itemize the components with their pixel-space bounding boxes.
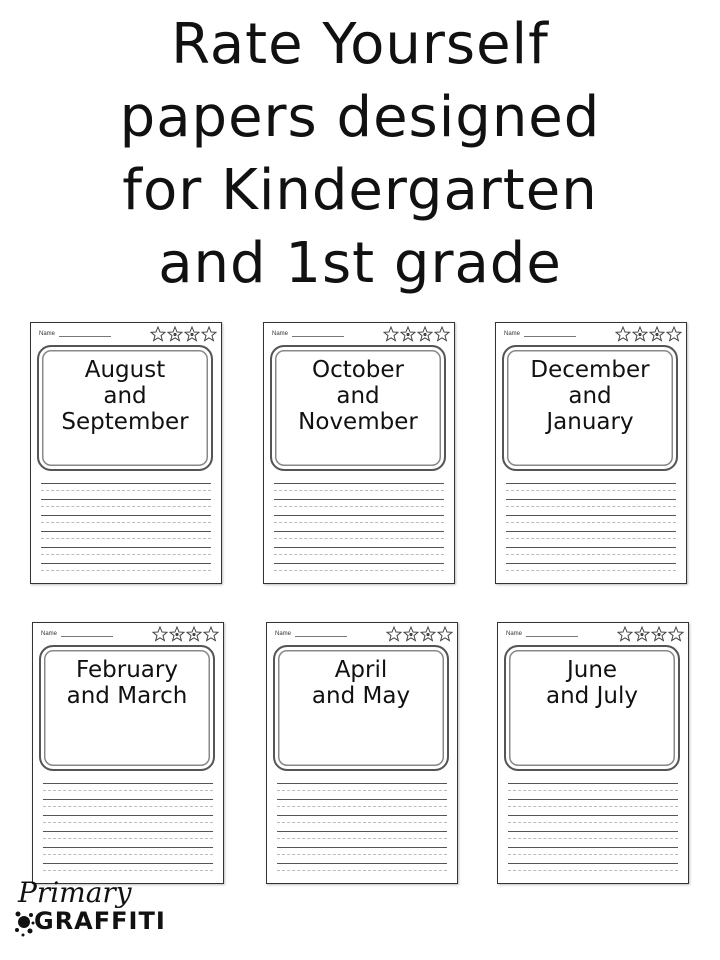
month-line: and [568, 383, 612, 409]
writing-line [506, 483, 676, 491]
month-frame [502, 345, 678, 471]
writing-line [43, 847, 213, 855]
month-label [39, 357, 211, 435]
writing-lines [277, 783, 447, 879]
writing-line [274, 515, 444, 523]
month-line: February [76, 657, 178, 683]
worksheet-card-april-may [266, 622, 458, 884]
star-icon [634, 626, 650, 642]
name-field [41, 631, 113, 637]
writing-line [41, 531, 211, 539]
rating-stars [615, 326, 682, 342]
writing-line [508, 831, 678, 839]
month-line: June [566, 657, 618, 683]
writing-line [506, 531, 676, 539]
writing-line [277, 799, 447, 807]
writing-line [43, 831, 213, 839]
name-label: Name [504, 331, 521, 337]
page-title [0, 8, 720, 300]
writing-line [508, 783, 678, 791]
star-icon [152, 626, 168, 642]
star-icon [651, 626, 667, 642]
title-line: papers designed [119, 85, 601, 150]
writing-line [41, 515, 211, 523]
title-line: and 1st grade [158, 231, 562, 296]
month-frame [37, 345, 213, 471]
month-label [275, 657, 447, 709]
writing-lines [506, 483, 676, 579]
logo-primary-text: Primary [18, 876, 132, 909]
writing-line [274, 499, 444, 507]
star-icon [437, 626, 453, 642]
name-field [272, 331, 344, 337]
writing-line [508, 863, 678, 871]
month-line: January [546, 409, 634, 435]
writing-line [277, 847, 447, 855]
name-field [506, 631, 578, 637]
star-icon [186, 626, 202, 642]
star-icon [201, 326, 217, 342]
star-icon [632, 326, 648, 342]
rating-stars [383, 326, 450, 342]
writing-line [508, 847, 678, 855]
month-line: and May [311, 683, 411, 709]
star-icon [403, 626, 419, 642]
month-line: and March [66, 683, 188, 709]
writing-line [277, 815, 447, 823]
logo-graffiti-text: GRAFFITI [34, 907, 166, 935]
star-icon [386, 626, 402, 642]
title-line: Rate Yourself [171, 12, 549, 77]
writing-line [506, 547, 676, 555]
rating-stars [617, 626, 684, 642]
writing-line [41, 499, 211, 507]
month-label [506, 657, 678, 709]
month-frame [504, 645, 680, 771]
star-icon [617, 626, 633, 642]
name-line [292, 336, 344, 337]
star-icon [383, 326, 399, 342]
writing-lines [43, 783, 213, 879]
writing-line [41, 547, 211, 555]
month-label [272, 357, 444, 435]
title-line: for Kindergarten [122, 158, 598, 223]
star-icon [400, 326, 416, 342]
star-icon [668, 626, 684, 642]
primary-graffiti-logo [14, 876, 164, 946]
writing-line [43, 783, 213, 791]
rating-stars [386, 626, 453, 642]
name-line [59, 336, 111, 337]
writing-line [506, 515, 676, 523]
writing-line [506, 563, 676, 571]
month-line: and [336, 383, 380, 409]
name-line [524, 336, 576, 337]
star-icon [666, 326, 682, 342]
writing-line [43, 863, 213, 871]
writing-line [277, 831, 447, 839]
month-line: April [334, 657, 388, 683]
writing-line [43, 799, 213, 807]
name-line [61, 636, 113, 637]
month-frame [39, 645, 215, 771]
worksheet-card-august-september [30, 322, 222, 584]
star-icon [417, 326, 433, 342]
writing-line [274, 547, 444, 555]
name-label: Name [275, 631, 292, 637]
name-field [275, 631, 347, 637]
worksheet-card-february-march [32, 622, 224, 884]
name-field [504, 331, 576, 337]
writing-line [41, 563, 211, 571]
rating-stars [150, 326, 217, 342]
name-label: Name [272, 331, 289, 337]
paint-splat-icon [14, 908, 36, 938]
writing-line [508, 815, 678, 823]
month-line: and July [546, 683, 638, 709]
month-line: and [103, 383, 147, 409]
star-icon [649, 326, 665, 342]
worksheet-card-october-november [263, 322, 455, 584]
worksheet-card-june-july [497, 622, 689, 884]
month-label [41, 657, 213, 709]
star-icon [203, 626, 219, 642]
worksheet-card-december-january [495, 322, 687, 584]
name-label: Name [506, 631, 523, 637]
star-icon [420, 626, 436, 642]
month-line: December [530, 357, 650, 383]
writing-line [274, 563, 444, 571]
month-frame [270, 345, 446, 471]
star-icon [150, 326, 166, 342]
month-line: October [311, 357, 405, 383]
writing-lines [508, 783, 678, 879]
writing-line [43, 815, 213, 823]
star-icon [184, 326, 200, 342]
writing-lines [274, 483, 444, 579]
name-line [526, 636, 578, 637]
star-icon [167, 326, 183, 342]
name-label: Name [41, 631, 58, 637]
month-frame [273, 645, 449, 771]
writing-lines [41, 483, 211, 579]
writing-line [277, 863, 447, 871]
name-field [39, 331, 111, 337]
star-icon [169, 626, 185, 642]
writing-line [274, 531, 444, 539]
month-line: August [84, 357, 166, 383]
name-line [295, 636, 347, 637]
star-icon [434, 326, 450, 342]
writing-line [506, 499, 676, 507]
month-label [504, 357, 676, 435]
rating-stars [152, 626, 219, 642]
name-label: Name [39, 331, 56, 337]
writing-line [508, 799, 678, 807]
month-line: November [298, 409, 418, 435]
star-icon [615, 326, 631, 342]
writing-line [277, 783, 447, 791]
writing-line [41, 483, 211, 491]
month-line: September [61, 409, 189, 435]
writing-line [274, 483, 444, 491]
